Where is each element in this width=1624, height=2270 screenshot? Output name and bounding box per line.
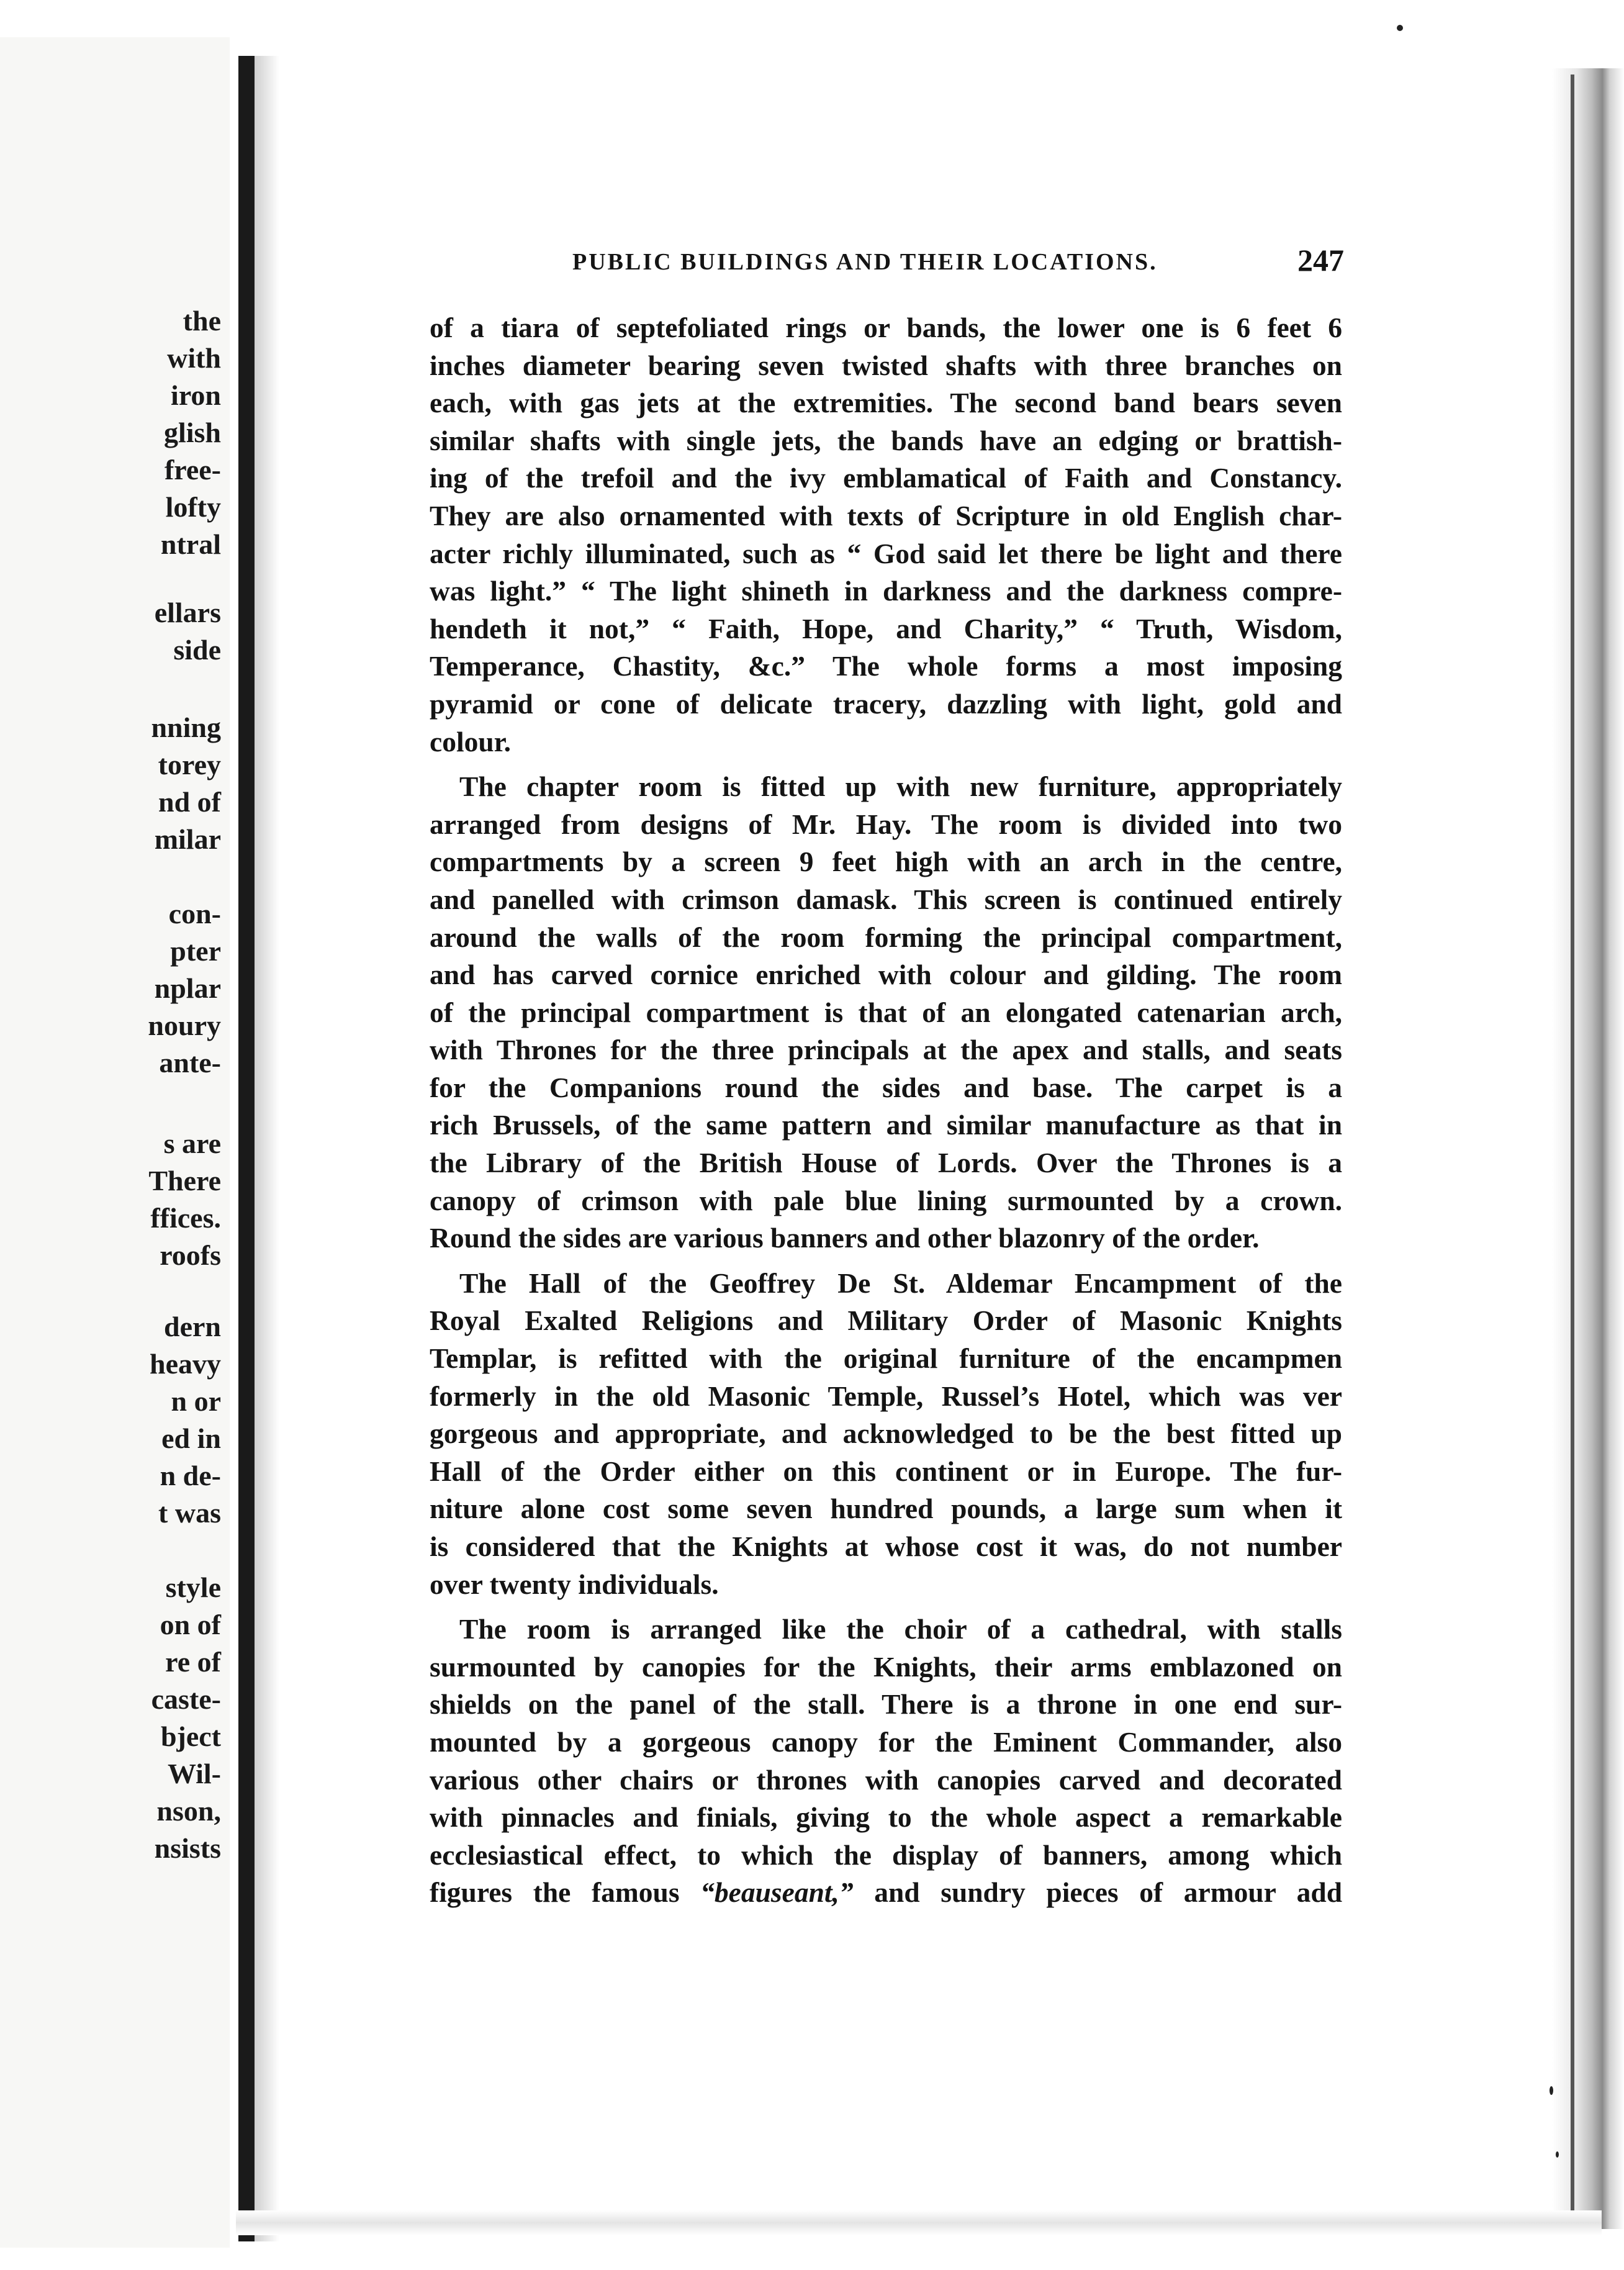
text-line: and panelled with crimson damask. This screen is continued entirely (430, 883, 1342, 915)
left-page-fragment: noury (148, 1010, 221, 1041)
text-line: gorgeous and appropriate, and acknowledged to be the best fitted up (430, 1418, 1342, 1450)
left-page-fragment: nsists (154, 1832, 221, 1864)
text-line: Round the sides are various banners and other blazonry of the order. (430, 1222, 1260, 1254)
text-line: the Library of the British House of Lords. Over the Thrones is a (430, 1147, 1342, 1179)
text-line: with Thrones for the three principals at the apex and stalls, and seats (430, 1034, 1342, 1066)
text-line: ecclesiastical effect, to which the display of banners, among which (430, 1838, 1342, 1871)
text-line: Royal Exalted Religions and Military Order of Masonic Knights (430, 1305, 1342, 1337)
left-page-fragment: pter (170, 935, 221, 967)
italic-text-run: “beauseant,” (700, 1876, 854, 1909)
text-line: colour. (430, 725, 512, 757)
left-page-fragment: There (148, 1165, 221, 1196)
left-page-fragment: caste- (151, 1683, 221, 1715)
text-line: mounted by a gorgeous canopy for the Eminent Commander, also (430, 1725, 1342, 1758)
page-edge-line (1571, 75, 1574, 2223)
text-line: similar shafts with single jets, the bands have an edging or brattish- (430, 424, 1342, 456)
page-fore-edge (1552, 68, 1624, 2229)
text-line: was light.” “ The light shineth in darkness and the darkness compre- (430, 575, 1342, 607)
left-page-fragment: Wil- (167, 1758, 221, 1789)
left-page-fragment: heavy (150, 1348, 221, 1380)
text-line: inches diameter bearing seven twisted shafts with three branches on (430, 349, 1342, 381)
left-page-fragment: style (165, 1571, 221, 1603)
text-line: of the principal compartment is that of an elongated catenarian arch, (430, 996, 1342, 1028)
text-line: Hall of the Order either on this continent or in Europe. The fur- (430, 1455, 1342, 1487)
left-page-fragment: ante- (159, 1047, 221, 1078)
page-number: 247 (1297, 243, 1344, 278)
text-line: They are also ornamented with texts of Scripture in old English char- (430, 499, 1342, 531)
gutter-shadow (255, 56, 279, 2241)
text-line: The chapter room is fitted up with new furniture, appropriately (459, 771, 1342, 803)
scan-speck (1556, 2151, 1559, 2158)
text-line: shields on the panel of the stall. There is a throne in one end sur- (430, 1688, 1342, 1721)
left-page-fragment: milar (154, 823, 221, 855)
left-page-fragment: dern (164, 1311, 221, 1342)
left-page-fragment: bject (160, 1721, 221, 1752)
left-page-fragment: free- (164, 454, 221, 486)
text-line: Temperance, Chastity, &c.” The whole forms a most imposing (430, 650, 1342, 682)
text-line: Templar, is refitted with the original furniture of the encampmen (430, 1342, 1342, 1375)
text-run: and sundry pieces of armour add (853, 1876, 1343, 1909)
text-line: arranged from designs of Mr. Hay. The room is divided into two (430, 808, 1342, 840)
left-page-fragment: torey (158, 749, 221, 780)
left-page-fragment: iron (171, 379, 221, 411)
left-page-fragment: nning (151, 712, 221, 743)
scan-speck (1550, 2086, 1553, 2095)
left-page-fragment: lofty (165, 491, 221, 523)
left-page-fragment: on of (160, 1609, 221, 1640)
paragraph (430, 1265, 1342, 1603)
text-line: is considered that the Knights at whose cost it was, do not number (430, 1531, 1342, 1562)
left-page-fragment: the (183, 305, 221, 337)
left-page-fragment: n or (171, 1385, 221, 1417)
text-line: The Hall of the Geoffrey De St. Aldemar Encampment of the (459, 1267, 1342, 1299)
body-text (430, 309, 1342, 1912)
text-line: rich Brussels, of the same pattern and similar manufacture as that in (430, 1109, 1342, 1141)
scan-speck (1397, 25, 1403, 31)
text-line: each, with gas jets at the extremities. The second band bears seven (430, 387, 1342, 419)
book-gutter (238, 56, 255, 2241)
left-page-fragment: with (167, 342, 221, 374)
text-line: The room is arranged like the choir of a cathedral, with stalls (459, 1613, 1342, 1645)
left-page-fragment: con- (168, 898, 221, 929)
text-line: over twenty individuals. (430, 1568, 719, 1600)
text-line: hendeth it not,” “ Faith, Hope, and Charity,” “ Truth, Wisdom, (430, 612, 1342, 644)
left-facing-page (0, 37, 230, 2248)
left-page-fragment: ntral (160, 528, 221, 560)
text-run: figures the famous (430, 1876, 701, 1909)
left-page-fragment: t was (158, 1497, 221, 1529)
left-page-fragment: roofs (160, 1239, 221, 1271)
text-line: formerly in the old Masonic Temple, Russel’s Hotel, which was ver (430, 1380, 1342, 1412)
text-line: various other chairs or thrones with canopies carved and decorated (430, 1763, 1342, 1796)
page-bottom-edge (236, 2210, 1602, 2235)
text-line: ing of the trefoil and the ivy emblamatical of Faith and Constancy. (430, 462, 1342, 494)
left-page-fragment: ed in (161, 1422, 221, 1454)
left-page-fragment: nd of (158, 786, 221, 818)
text-line (430, 1874, 1342, 1912)
left-page-fragment: s are (163, 1128, 221, 1159)
text-line: pyramid or cone of delicate tracery, dazzling with light, gold and (430, 687, 1342, 720)
left-page-fragment: ellars (154, 597, 221, 628)
text-line: acter richly illuminated, such as “ God said let there be light and there (430, 537, 1342, 569)
running-head-title: PUBLIC BUILDINGS AND THEIR LOCATIONS. (572, 249, 1158, 275)
left-page-fragment: glish (163, 417, 221, 448)
left-page-fragment: re of (165, 1646, 221, 1678)
left-page-fragment: ffices. (150, 1202, 221, 1234)
text-line: of a tiara of septefoliated rings or bands, the lower one is 6 feet 6 (430, 312, 1342, 343)
text-line: for the Companions round the sides and base. The carpet is a (430, 1071, 1342, 1103)
text-line: canopy of crimson with pale blue lining surmounted by a crown. (430, 1184, 1342, 1216)
text-line: compartments by a screen 9 feet high with an arch in the centre, (430, 846, 1342, 878)
running-head (428, 242, 1344, 286)
paragraph (430, 309, 1342, 761)
text-line: and has carved cornice enriched with colour and gilding. The room (430, 959, 1342, 991)
text-line: with pinnacles and finials, giving to the whole aspect a remarkable (430, 1801, 1342, 1834)
text-line: around the walls of the room forming the principal compartment, (430, 921, 1342, 953)
left-page-fragment: side (173, 634, 221, 666)
left-page-fragment: n de- (160, 1460, 221, 1491)
text-line: niture alone cost some seven hundred pounds, a large sum when it (430, 1493, 1342, 1525)
paragraph (430, 1611, 1342, 1912)
left-page-fragment: nson, (156, 1795, 221, 1827)
paragraph (430, 768, 1342, 1257)
text-line: surmounted by canopies for the Knights, their arms emblazoned on (430, 1650, 1342, 1683)
left-page-fragment: nplar (154, 972, 221, 1004)
